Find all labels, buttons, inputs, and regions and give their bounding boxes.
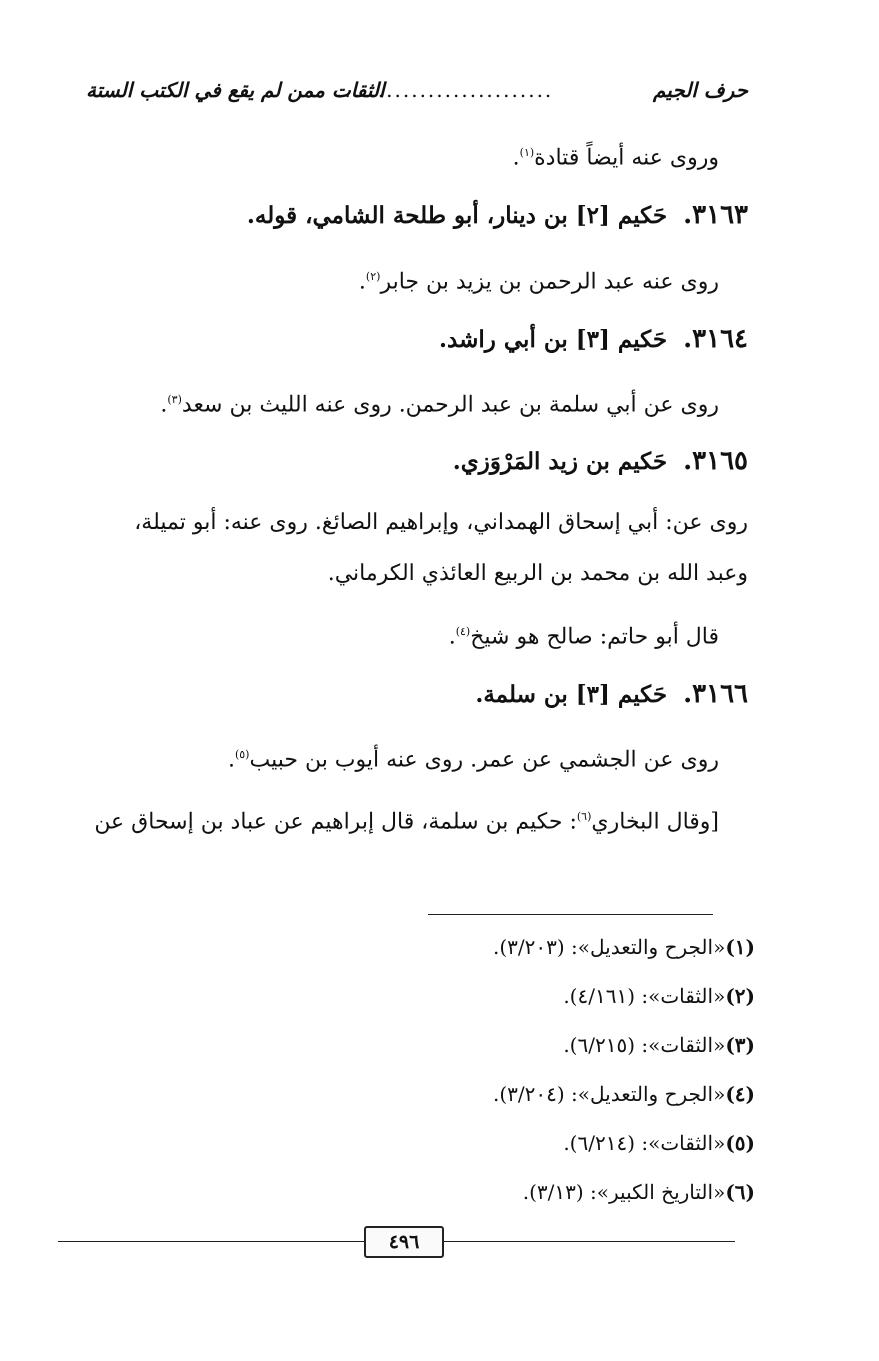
footnote-item xyxy=(563,1031,755,1059)
page-number: ٤٩٦ xyxy=(364,1226,444,1258)
body-line-text: روى عن الجشمي عن عمر. روى عنه أيوب بن حبيب xyxy=(249,747,719,773)
entry-heading-3163 xyxy=(247,199,748,232)
footnote-item xyxy=(493,1080,755,1108)
entry-number: ٣١٦٣. xyxy=(683,200,748,230)
body-line xyxy=(94,802,719,837)
footnote-text: «الثقات»: (٤/١٦١). xyxy=(563,984,726,1008)
footnote-marker: (٤) xyxy=(455,625,471,638)
footnote-marker: (٢) xyxy=(365,270,381,283)
footnote-ref: (٢) xyxy=(725,984,755,1008)
body-line-text: روى عن أبي سلمة بن عبد الرحمن. روى عنه الليث بن سعد xyxy=(181,392,719,418)
footnote-marker: (٦) xyxy=(576,810,592,823)
body-line: وروى عنه أيضاً قتادة$^{(١)}$. xyxy=(512,145,719,171)
footnote-text: «الجرح والتعديل»: (٣/٢٠٣). xyxy=(492,935,726,959)
footnote-marker: (٣) xyxy=(167,393,182,406)
body-line-text: روى عنه عبد الرحمن بن يزيد بن جابر xyxy=(380,269,719,295)
body-line: روى عن الجشمي عن عمر. روى عنه أيوب بن حبيب$^{(٥)}$. xyxy=(227,747,719,773)
body-line: وعبد الله بن محمد بن الربيع العائذي الكرماني. xyxy=(327,561,748,586)
footnote-ref: (٦) xyxy=(725,1180,755,1204)
footnote-marker: (٥) xyxy=(234,748,250,761)
footnote-item xyxy=(523,1178,755,1206)
entry-name: حَكيم بن زيد المَرْوَزي. xyxy=(452,448,668,475)
entry-heading-3164 xyxy=(439,323,748,356)
footnote-text: «الثقات»: (٦/٢١٤). xyxy=(563,1131,726,1155)
entry-number: ٣١٦٤. xyxy=(683,324,748,354)
entry-heading-3166 xyxy=(475,678,748,711)
footnote-separator xyxy=(428,914,713,915)
footnote-ref: (٥) xyxy=(725,1131,755,1155)
entry-number: ٣١٦٥. xyxy=(683,446,748,476)
body-line: روى عن أبي سلمة بن عبد الرحمن. روى عنه الليث بن سعد$^{(٣)}$. xyxy=(160,392,719,418)
footnote-item xyxy=(563,982,755,1010)
entry-number: ٣١٦٦. xyxy=(683,679,748,709)
body-line: روى عن: أبي إسحاق الهمداني، وإبراهيم الصائغ. روى عنه: أبو تميلة، xyxy=(134,510,748,535)
body-line-text: وروى عنه أيضاً قتادة xyxy=(534,145,719,171)
footnote-ref: (٤) xyxy=(725,1082,755,1106)
footer-rule-left xyxy=(58,1241,364,1242)
body-line: قال أبو حاتم: صالح هو شيخ$^{(٤)}$. xyxy=(448,624,719,650)
entry-heading-3165 xyxy=(453,445,748,478)
running-header-section: حرف الجيم xyxy=(653,78,748,102)
body-line-text: [وقال البخاري xyxy=(591,809,719,835)
footnote-ref: (٣) xyxy=(725,1033,755,1057)
body-line: روى عنه عبد الرحمن بن يزيد بن جابر$^{(٢)}$. xyxy=(358,269,719,295)
entry-name: حَكيم [٣] بن سلمة. xyxy=(475,681,668,708)
running-header-book-title: الثقات ممن لم يقع في الكتب الستة xyxy=(86,78,385,102)
footnote-item xyxy=(493,933,755,961)
running-header-dots: .......................... xyxy=(336,78,554,102)
body-line-text: : حكيم بن سلمة، قال إبراهيم عن عباد بن إسحاق عن xyxy=(94,809,577,835)
footer-rule-right xyxy=(444,1241,735,1242)
body-line-text: قال أبو حاتم: صالح هو شيخ xyxy=(470,624,719,650)
footnote-text: «الجرح والتعديل»: (٣/٢٠٤). xyxy=(492,1082,726,1106)
footnote-ref: (١) xyxy=(725,935,755,959)
entry-name: حَكيم [٢] بن دينار، أبو طلحة الشامي، قوله. xyxy=(246,202,668,229)
footnote-text: «الثقات»: (٦/٢١٥). xyxy=(563,1033,726,1057)
footnote-marker: (١) xyxy=(519,146,535,159)
entry-name: حَكيم [٣] بن أبي راشد. xyxy=(439,326,668,353)
footnote-item xyxy=(563,1129,755,1157)
footnote-text: «التاريخ الكبير»: (٣/١٣). xyxy=(522,1180,726,1204)
